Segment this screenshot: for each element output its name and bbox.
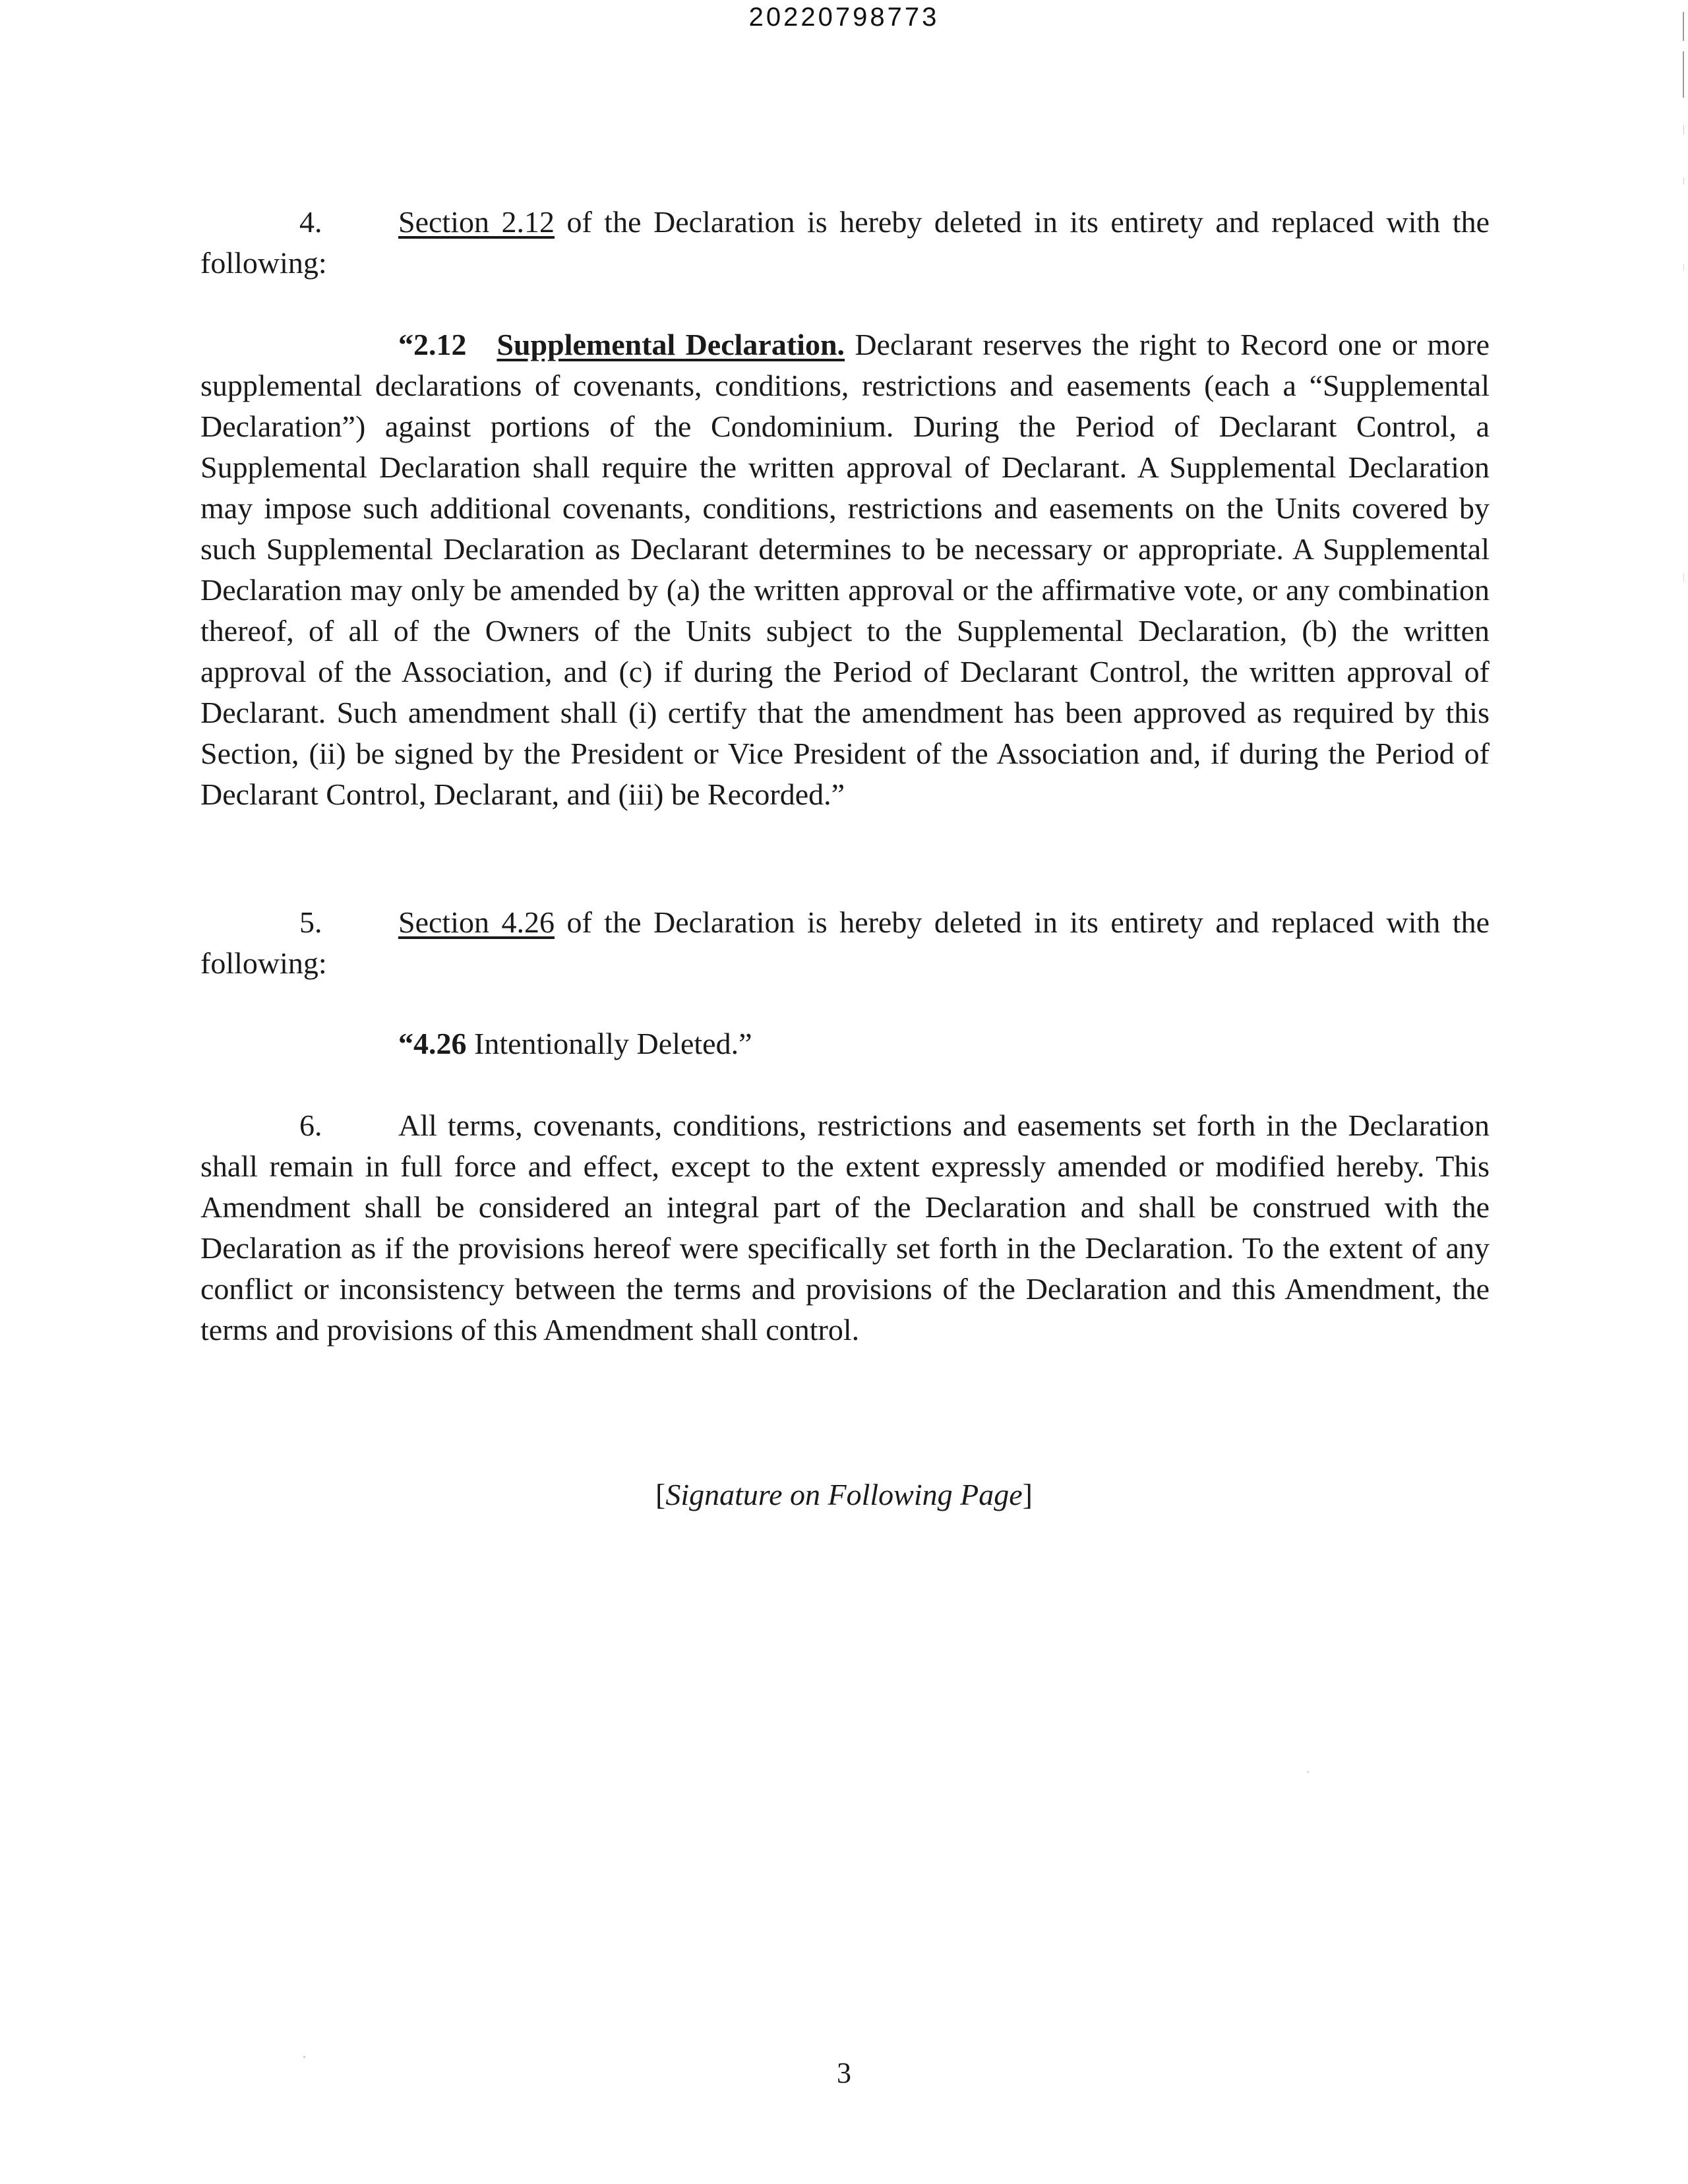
- section-4-26-open-quote: “: [398, 1027, 413, 1060]
- paragraph-4: [200, 202, 1490, 284]
- section-2-12-number: 2.12: [413, 328, 467, 361]
- section-2-12-block: [200, 324, 1490, 815]
- scan-artifact-mark: [1683, 125, 1684, 135]
- document-number: 20220798773: [748, 3, 940, 32]
- section-2-12-text: Declarant reserves the right to Record one or more supplemental declarations of covenants, conditions, restrictions and easements (each a “Supplemental Declaration”) against portions of the Condominium. During the Period of Declarant Control, a Supplemental Declaration shall require the written approval of Declarant. A Supplemental Declaration may impose such additional covenants, conditions, restrictions and easements on the Units covered by such Supplemental Declaration as Declarant determines to be necessary or appropriate. A Supplemental Declaration may only be amended by (a) the written approval or the affirmative vote, or any combination thereof, of all of the Owners of the Units subject to the Supplemental Declaration, (b) the written approval of the Association, and (c) if during the Period of Declarant Control, the written approval of Declarant. Such amendment shall (i) certify that the amendment has been approved as required by this Section, (ii) be signed by the President or Vice President of the Association and, if during the Period of Declarant Control, Declarant, and (iii) be Recorded.”: [200, 328, 1490, 811]
- paragraph-5: [200, 902, 1490, 984]
- section-2-12-title: Supplemental Declaration.: [497, 328, 845, 361]
- page-number: 3: [837, 2057, 851, 2089]
- signature-note-text: Signature on Following Page: [665, 1478, 1023, 1511]
- paragraph-4-section-ref: Section 2.12: [398, 205, 555, 239]
- paragraph-5-section-ref: Section 4.26: [398, 905, 555, 939]
- section-4-26-block: [200, 1023, 1490, 1064]
- paragraph-5-number: 5.: [299, 905, 322, 939]
- scan-artifact-mark: [303, 2056, 305, 2058]
- scan-artifact-mark: [1683, 51, 1684, 98]
- signature-note-open-bracket: [: [655, 1478, 666, 1511]
- signature-note: [0, 1474, 1688, 1515]
- section-4-26-number: 4.26: [413, 1027, 467, 1060]
- paragraph-4-text: of the Declaration is hereby deleted in its entirety and replaced with the following:: [200, 205, 1490, 280]
- signature-note-close-bracket: ]: [1022, 1478, 1033, 1511]
- section-4-26-text: Intentionally Deleted.”: [466, 1027, 752, 1060]
- paragraph-4-number: 4.: [299, 205, 322, 239]
- scan-artifact-mark: [1683, 178, 1684, 185]
- scan-artifact-mark: [1307, 1771, 1309, 1773]
- paragraph-6-text: All terms, covenants, conditions, restrictions and easements set forth in the Declaration shall remain in full force and effect, except to the extent expressly amended or modified hereby. This Amendment shall be considered an integral part of the Declaration and shall be construed with the Declaration as if the provisions hereof were specifically set forth in the Declaration. To the extent of any conflict or inconsistency between the terms and provisions of the Declaration and this Amendment, the terms and provisions of this Amendment shall control.: [200, 1108, 1490, 1347]
- scan-artifact-mark: [1683, 574, 1684, 582]
- section-2-12-open-quote: “: [398, 328, 413, 361]
- paragraph-5-text: of the Declaration is hereby deleted in its entirety and replaced with the following:: [200, 905, 1490, 980]
- scan-artifact-mark: [1683, 264, 1684, 270]
- paragraph-6: [200, 1105, 1490, 1350]
- paragraph-6-number: 6.: [299, 1108, 322, 1142]
- scan-artifact-mark: [1683, 12, 1684, 41]
